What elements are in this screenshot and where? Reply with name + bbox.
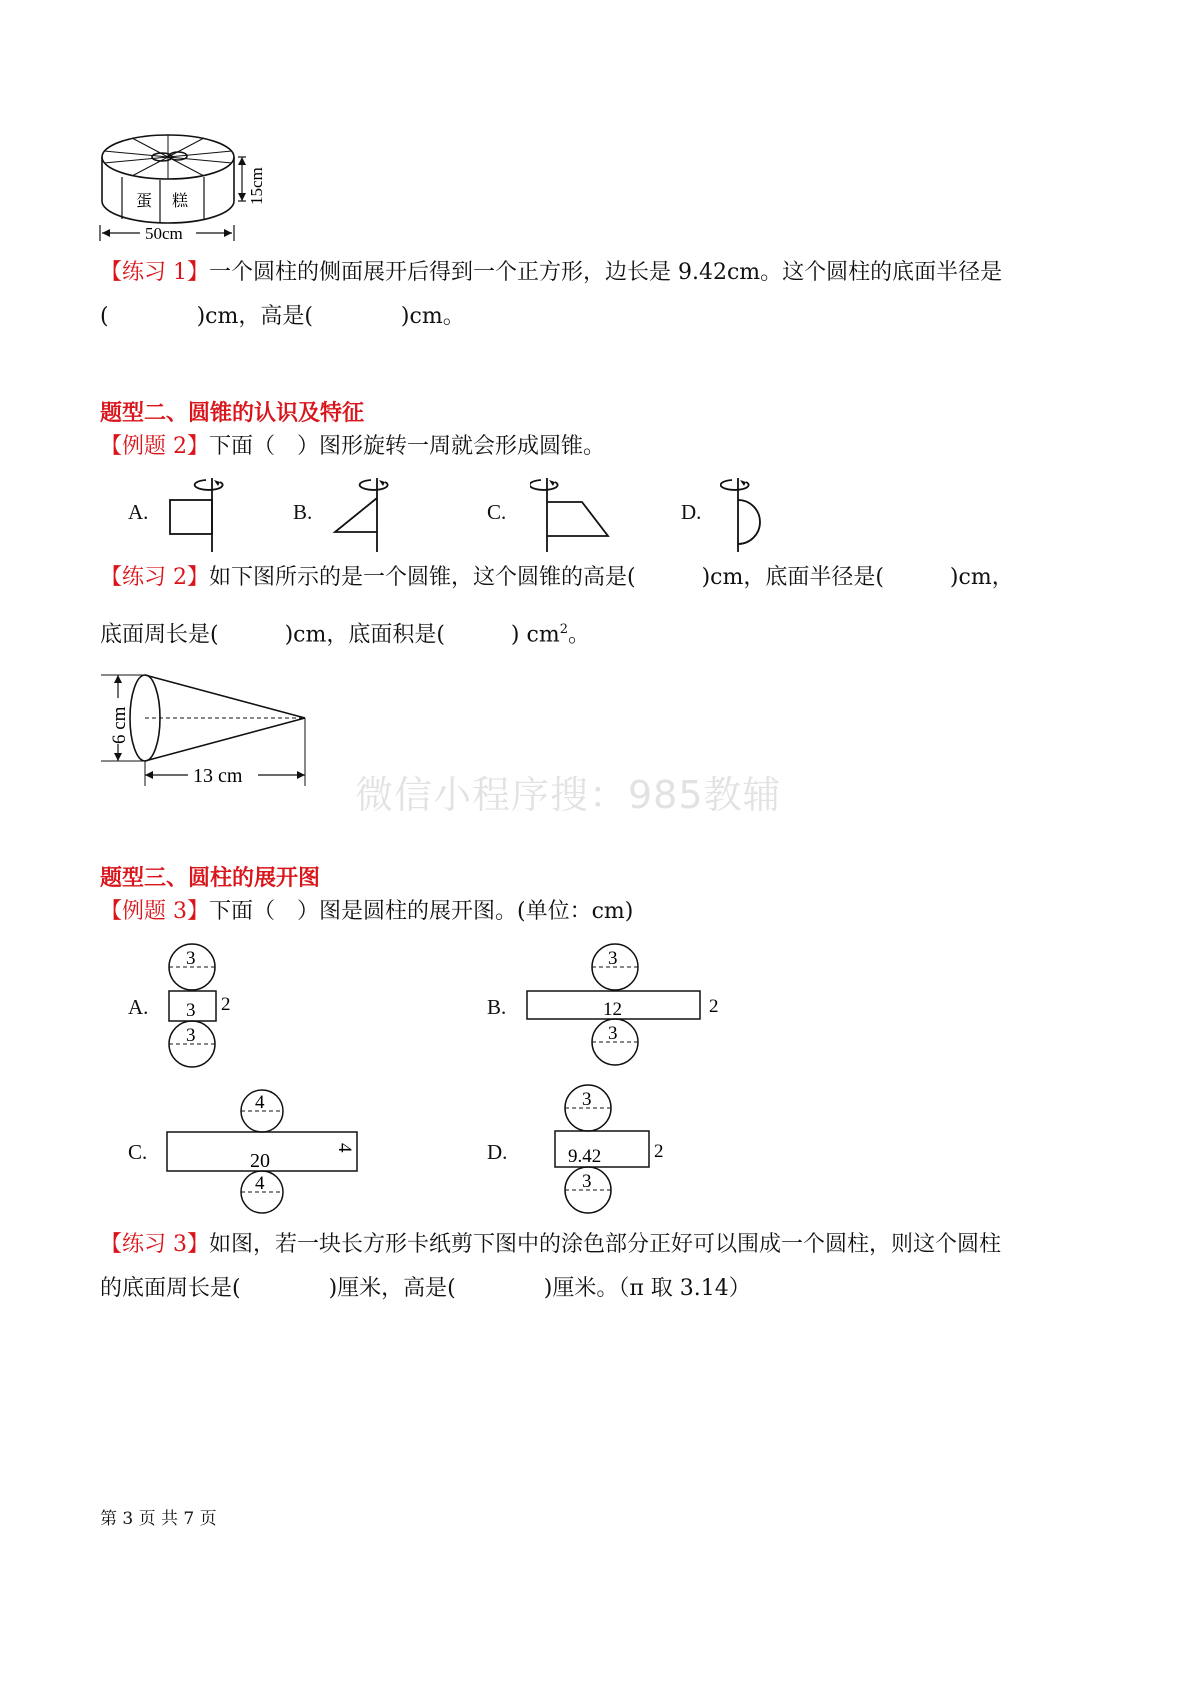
exercise3-line2: 的底面周长是( )厘米，高是( )厘米。（π 取 3.14） (100, 1276, 751, 1301)
exercise2-line1 (100, 563, 1014, 593)
cake-label-left: 蛋 (136, 191, 153, 210)
exercise1-line1 (100, 258, 1002, 288)
example2-figure-c (530, 470, 620, 555)
exercise3-text1: 如图，若一块长方形卡纸剪下图中的涂色部分正好可以围成一个圆柱，则这个圆柱 (209, 1232, 1002, 1257)
example3-line (100, 897, 633, 927)
exercise2-text2a: 底面周长是( )cm，底面积是( ) cm (100, 622, 560, 648)
example3-net-b (520, 940, 730, 1070)
example2-line (100, 432, 605, 462)
cone-figure (98, 668, 313, 793)
cake-label-right: 糕 (172, 191, 189, 210)
exercise2-text2b: 。 (567, 622, 590, 648)
net-a-bottom-label: 3 (186, 1025, 196, 1046)
exercise1-text1: 一个圆柱的侧面展开后得到一个正方形，边长是 9.42cm。这个圆柱的底面半径是 (209, 260, 1003, 285)
example2-option-c: C. (487, 500, 507, 524)
watermark: 微信小程序搜：985教辅 (355, 773, 782, 817)
net-d-top-label: 3 (582, 1089, 592, 1110)
example2-option-b: B. (293, 500, 313, 524)
example3-net-d (550, 1082, 680, 1217)
example3-tag: 【例题 3】 (100, 899, 209, 924)
exercise3-line1 (100, 1230, 1001, 1260)
example3-option-d: D. (487, 1140, 508, 1164)
example3-text: 下面（ ）图是圆柱的展开图。(单位：cm) (209, 899, 634, 924)
cone-length-label: 13 cm (193, 765, 243, 787)
exercise1-tag: 【练习 1】 (100, 260, 209, 285)
net-c-side-label: 4 (334, 1143, 355, 1153)
example2-option-a: A. (128, 500, 149, 524)
exercise2-superscript: 2 (559, 622, 568, 637)
example2-text: 下面（ ）图形旋转一周就会形成圆锥。 (209, 434, 606, 459)
net-b-bottom-label: 3 (608, 1023, 618, 1044)
example2-figure-d (720, 470, 780, 555)
section3-title: 题型三、圆柱的展开图 (100, 865, 321, 891)
exercise2-line2 (100, 615, 590, 650)
example2-option-d: D. (681, 500, 702, 524)
net-b-side-label: 2 (709, 996, 719, 1017)
cake-figure (92, 125, 282, 250)
example3-net-a (160, 940, 250, 1070)
net-d-bottom-label: 3 (582, 1171, 592, 1192)
net-b-top-label: 3 (608, 948, 618, 969)
example3-option-c: C. (128, 1140, 148, 1164)
net-a-top-label: 3 (186, 948, 196, 969)
example2-figure-a (160, 470, 240, 555)
example3-option-a: A. (128, 995, 149, 1019)
exercise2-tag: 【练习 2】 (100, 565, 209, 590)
example2-figure-b (325, 470, 405, 555)
net-c-rect-label: 20 (250, 1150, 270, 1172)
exercise1-line2: ( )cm，高是( )cm。 (100, 304, 465, 329)
net-b-rect-label: 12 (603, 999, 622, 1020)
page-number: 第 3 页 共 7 页 (100, 1509, 217, 1529)
cone-diameter-label: 6 cm (109, 706, 130, 744)
example3-net-c (160, 1082, 370, 1217)
net-a-side-label: 2 (221, 994, 231, 1015)
example2-tag: 【例题 2】 (100, 434, 209, 459)
section2-title: 题型二、圆锥的认识及特征 (100, 400, 365, 426)
net-c-top-label: 4 (255, 1092, 265, 1113)
cake-width-label: 50cm (145, 224, 183, 243)
net-a-rect-label: 3 (186, 1000, 196, 1021)
exercise3-tag: 【练习 3】 (100, 1232, 209, 1257)
net-c-bottom-label: 4 (255, 1173, 265, 1194)
example3-option-b: B. (487, 995, 507, 1019)
exercise2-text1: 如下图所示的是一个圆锥，这个圆锥的高是( )cm，底面半径是( )cm， (209, 565, 1014, 590)
cake-height-label: 15cm (247, 167, 266, 205)
net-d-rect-label: 9.42 (568, 1146, 602, 1167)
net-d-side-label: 2 (654, 1141, 664, 1162)
